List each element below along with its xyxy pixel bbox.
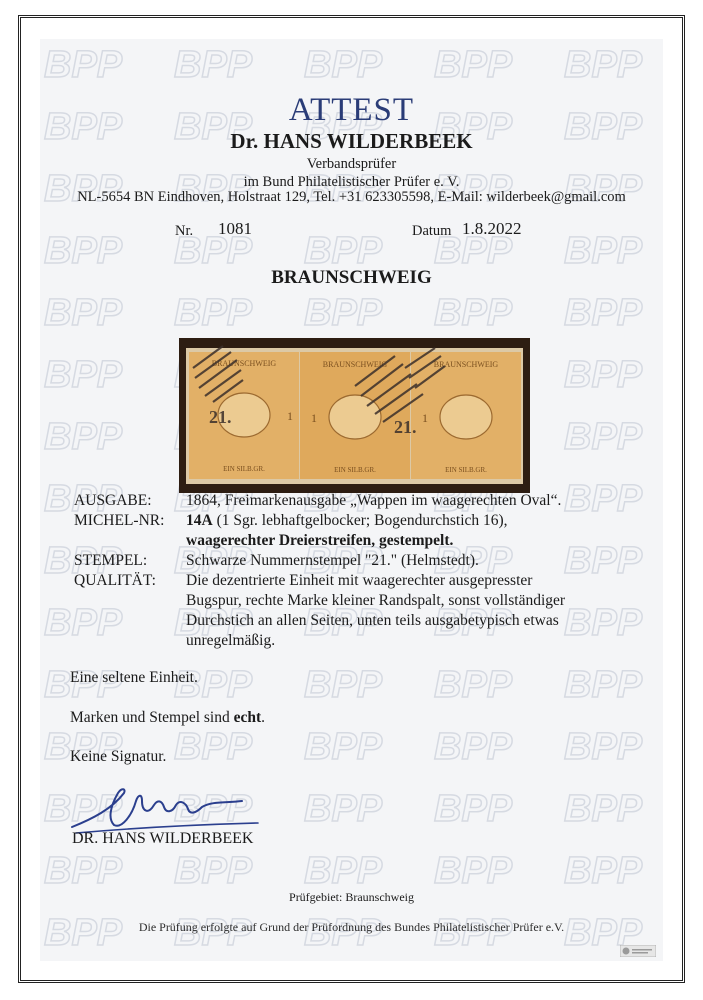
stamp-2-value: 1 (311, 411, 317, 425)
footer-area: Prüfgebiet: Braunschweig (289, 890, 414, 904)
signature-remark: Keine Signatur. (70, 748, 167, 765)
certificate-title: ATTEST (288, 92, 415, 128)
rarity-remark: Eine seltene Einheit. (70, 669, 198, 686)
stamp-strip-image (179, 338, 530, 493)
stamp-2-bottom-text: EIN SILB.GR. (334, 466, 376, 474)
michel-description: (1 Sgr. lebhaftgelbocker; Bogendurchstich 16), (212, 512, 508, 529)
michel-number: 14A (186, 512, 213, 529)
stamp-1-bottom-text: EIN SILB.GR. (223, 465, 265, 473)
michel-label: MICHEL-NR: (74, 512, 165, 529)
qualitaet-line-3: Durchstich an allen Seiten, unten teils ausgabetypisch etwas (186, 612, 559, 629)
stempel-label: STEMPEL: (74, 552, 148, 569)
handwritten-signature (62, 779, 262, 835)
stamp-3-bottom-text: EIN SILB.GR. (445, 466, 487, 474)
cancel-number-1: 21. (209, 407, 232, 427)
qualitaet-line-2: Bugspur, rechte Marke kleiner Randspalt, sonst vollständiger (186, 592, 566, 609)
signer-name: DR. HANS WILDERBEEK (72, 830, 254, 847)
number-label: Nr. (175, 223, 194, 239)
examiner-role: Verbandsprüfer (306, 156, 397, 172)
stempel-value: Schwarze Nummernstempel "21." (Helmstedt). (186, 552, 479, 569)
michel-value-line2: waagerechter Dreierstreifen, gestempelt. (186, 532, 454, 549)
examiner-contact: NL-5654 BN Eindhoven, Holstraat 129, Tel. +31 623305598, E-Mail: wilderbeek@gmail.com (77, 189, 626, 205)
date-value: 1.8.2022 (462, 219, 522, 238)
certificate-sheet (40, 39, 663, 961)
qualitaet-label: QUALITÄT: (74, 572, 156, 589)
genuine-remark (70, 709, 265, 727)
qualitaet-line-1: Die dezentrierte Einheit mit waagerechter ausgepresster (186, 572, 533, 589)
ausgabe-value: 1864, Freimarkenausgabe „Wappen im waagerechten Oval“. (186, 492, 562, 509)
stamp-3-top-text: BRAUNSCHWEIG (433, 360, 499, 369)
qualitaet-line-4: unregelmäßig. (186, 632, 276, 649)
ausgabe-label: AUSGABE: (74, 492, 152, 509)
stamp-1-value: 1 (287, 409, 293, 423)
genuine-prefix: Marken und Stempel sind (70, 709, 234, 726)
seal-logo (620, 945, 656, 957)
footer-note: Die Prüfung erfolgte auf Grund der Prüfordnung des Bundes Philatelistischer Prüfer e.V. (138, 920, 565, 934)
examiner-organization: im Bund Philatelistischer Prüfer e. V. (243, 174, 460, 190)
stamp-1-top-text: BRAUNSCHWEIG (211, 359, 277, 368)
stamp-2-top-text: BRAUNSCHWEIG (322, 360, 388, 369)
cancel-number-2: 21. (394, 417, 417, 437)
examiner-name: Dr. HANS WILDERBEEK (230, 129, 473, 153)
genuine-suffix: . (261, 709, 266, 726)
michel-value-line (186, 512, 508, 530)
genuine-bold: echt (233, 709, 262, 726)
stamp-3-value: 1 (422, 411, 428, 425)
date-label: Datum (412, 223, 452, 239)
stamp-3 (411, 352, 521, 479)
number-value: 1081 (218, 219, 252, 238)
region-heading: BRAUNSCHWEIG (271, 267, 432, 288)
